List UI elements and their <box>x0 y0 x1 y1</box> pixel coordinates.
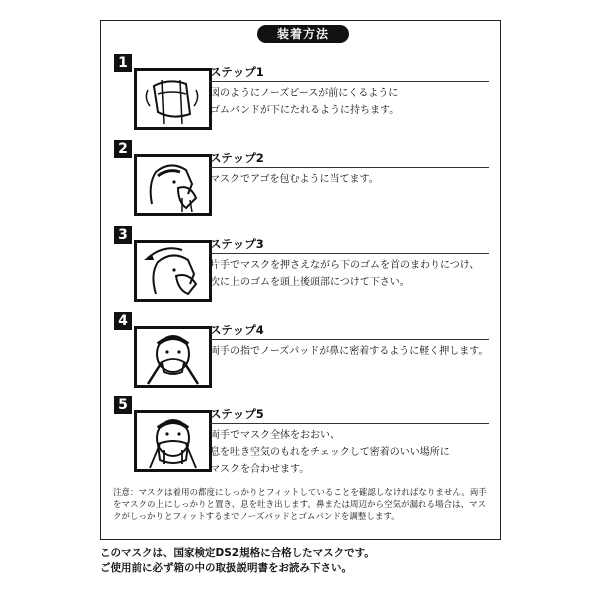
step-title: ステップ2 <box>210 151 264 165</box>
page-title: 装着方法 <box>257 25 349 43</box>
strap-over-head-icon <box>134 240 212 302</box>
step-description: 両手の指でノーズパッドが鼻に密着するように軽く押します。 <box>210 346 489 357</box>
step-description: マスクでアゴを包むように当てます。 <box>210 174 379 185</box>
step-number: 2 <box>114 140 132 158</box>
step-description: 両手でマスク全体をおおい、 息を吐き空気のもれをチェックして密着のいい場所に マスクを合わせます。 <box>210 430 450 475</box>
footer-notice <box>100 546 500 576</box>
divider <box>210 81 489 82</box>
step-number: 5 <box>114 396 132 414</box>
footer-line: ご使用前に必ず箱の中の取扱説明書をお読み下さい。 <box>100 562 352 574</box>
hand-holding-mask-icon <box>134 68 212 130</box>
step-description: 片手でマスクを押さえながら下のゴムを首のまわりにつけ、 次に上のゴムを頭上後頭部につけて下さい。 <box>210 260 480 288</box>
divider <box>210 423 489 424</box>
footer-line: このマスクは、国家検定DS2規格に合格したマスクです。 <box>100 547 375 559</box>
divider <box>210 253 489 254</box>
step-3 <box>114 226 494 306</box>
caution-note: 注意：マスクは着用の都度にしっかりとフィットしていることを確認しなければなりません。両手をマスクの上にしっかりと置き、息を吐き出します。鼻または周辺から空気が漏れる場合は、マスクがしっかりとフィットするまでノーズパッドとゴムバンドを調整します。 <box>113 488 487 522</box>
step-description: 図のようにノーズピースが前にくるように ゴムバンドが下にたれるように持ちます。 <box>210 88 400 116</box>
step-title: ステップ3 <box>210 237 264 251</box>
step-title: ステップ5 <box>210 407 264 421</box>
step-number: 3 <box>114 226 132 244</box>
step-number: 4 <box>114 312 132 330</box>
step-2 <box>114 140 494 220</box>
divider <box>210 339 489 340</box>
step-number: 1 <box>114 54 132 72</box>
mask-on-chin-icon <box>134 154 212 216</box>
press-nose-pad-icon <box>134 326 212 388</box>
divider <box>210 167 489 168</box>
check-seal-icon <box>134 410 212 472</box>
step-title: ステップ4 <box>210 323 264 337</box>
step-title: ステップ1 <box>210 65 264 79</box>
step-5 <box>114 396 494 476</box>
step-1 <box>114 54 494 134</box>
step-4 <box>114 312 494 392</box>
